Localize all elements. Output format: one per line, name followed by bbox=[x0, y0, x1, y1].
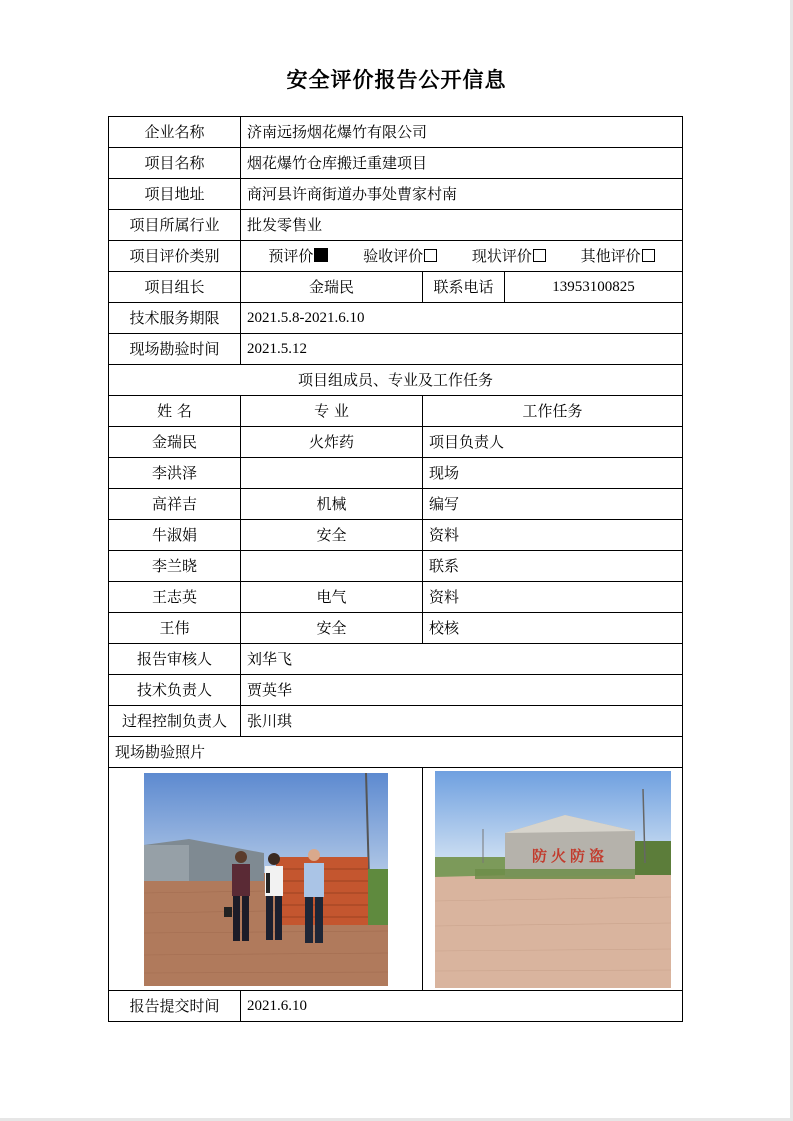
member-name: 王伟 bbox=[109, 613, 241, 644]
members-section-title: 项目组成员、专业及工作任务 bbox=[109, 365, 683, 396]
member-major: 火炸药 bbox=[241, 427, 423, 458]
unchecked-box-icon[interactable] bbox=[424, 249, 437, 262]
submit-label: 报告提交时间 bbox=[109, 991, 241, 1022]
eval-option-label: 现状评价 bbox=[471, 247, 532, 265]
member-task: 编写 bbox=[423, 489, 683, 520]
unchecked-box-icon[interactable] bbox=[642, 249, 655, 262]
member-row bbox=[109, 458, 683, 489]
member-major bbox=[241, 551, 423, 582]
member-major: 电气 bbox=[241, 582, 423, 613]
report-table bbox=[108, 116, 683, 1022]
site-photo-people bbox=[144, 773, 388, 986]
leader-value: 金瑞民 bbox=[241, 272, 423, 303]
member-row bbox=[109, 520, 683, 551]
phone-value: 13953100825 bbox=[505, 272, 683, 303]
unchecked-box-icon[interactable] bbox=[533, 249, 546, 262]
company-label: 企业名称 bbox=[109, 117, 241, 148]
member-task: 现场 bbox=[423, 458, 683, 489]
member-name: 金瑞民 bbox=[109, 427, 241, 458]
member-name: 高祥吉 bbox=[109, 489, 241, 520]
reviewer-value: 刘华飞 bbox=[241, 644, 683, 675]
members-header-name: 姓 名 bbox=[109, 396, 241, 427]
eval-type-label: 项目评价类别 bbox=[109, 241, 241, 272]
process-control-label: 过程控制负责人 bbox=[109, 706, 241, 737]
company-value: 济南远扬烟花爆竹有限公司 bbox=[241, 117, 683, 148]
eval-option-acceptance[interactable] bbox=[363, 247, 437, 265]
eval-type-options bbox=[241, 241, 683, 272]
member-name: 牛淑娟 bbox=[109, 520, 241, 551]
service-period-value: 2021.5.8-2021.6.10 bbox=[241, 303, 683, 334]
leader-label: 项目组长 bbox=[109, 272, 241, 303]
member-task: 资料 bbox=[423, 582, 683, 613]
page-title: 安全评价报告公开信息 bbox=[286, 68, 507, 92]
eval-option-other[interactable] bbox=[581, 247, 655, 265]
photo-cell-right bbox=[423, 768, 683, 991]
eval-option-label: 其他评价 bbox=[580, 247, 641, 265]
submit-value: 2021.6.10 bbox=[241, 991, 683, 1022]
member-name: 李洪泽 bbox=[109, 458, 241, 489]
member-major: 安全 bbox=[241, 520, 423, 551]
project-address-value: 商河县许商街道办事处曹家村南 bbox=[241, 179, 683, 210]
wall-slogan: 防火防盗 bbox=[531, 846, 608, 865]
project-name-value: 烟花爆竹仓库搬迁重建项目 bbox=[241, 148, 683, 179]
members-header-major: 专 业 bbox=[241, 396, 423, 427]
eval-option-label: 预评价 bbox=[268, 247, 314, 265]
tech-lead-label: 技术负责人 bbox=[109, 675, 241, 706]
reviewer-label: 报告审核人 bbox=[109, 644, 241, 675]
member-row bbox=[109, 427, 683, 458]
survey-time-label: 现场勘验时间 bbox=[109, 334, 241, 365]
eval-option-pre[interactable] bbox=[268, 247, 328, 265]
service-period-label: 技术服务期限 bbox=[109, 303, 241, 334]
member-name: 王志英 bbox=[109, 582, 241, 613]
member-row bbox=[109, 489, 683, 520]
survey-time-value: 2021.5.12 bbox=[241, 334, 683, 365]
members-header-task: 工作任务 bbox=[423, 396, 683, 427]
industry-value: 批发零售业 bbox=[241, 210, 683, 241]
site-photo-warehouse bbox=[435, 771, 671, 988]
industry-label: 项目所属行业 bbox=[109, 210, 241, 241]
member-task: 校核 bbox=[423, 613, 683, 644]
member-row bbox=[109, 582, 683, 613]
phone-label: 联系电话 bbox=[423, 272, 505, 303]
eval-option-label: 验收评价 bbox=[363, 247, 424, 265]
member-name: 李兰晓 bbox=[109, 551, 241, 582]
photos-label: 现场勘验照片 bbox=[109, 737, 683, 768]
project-name-label: 项目名称 bbox=[109, 148, 241, 179]
member-row bbox=[109, 551, 683, 582]
tech-lead-value: 贾英华 bbox=[241, 675, 683, 706]
member-major: 安全 bbox=[241, 613, 423, 644]
member-task: 资料 bbox=[423, 520, 683, 551]
member-task: 项目负责人 bbox=[423, 427, 683, 458]
photo-cell-left bbox=[109, 768, 423, 991]
member-task: 联系 bbox=[423, 551, 683, 582]
project-address-label: 项目地址 bbox=[109, 179, 241, 210]
checked-box-icon[interactable] bbox=[314, 248, 328, 262]
member-major: 机械 bbox=[241, 489, 423, 520]
member-row bbox=[109, 613, 683, 644]
eval-option-status[interactable] bbox=[472, 247, 546, 265]
member-major bbox=[241, 458, 423, 489]
process-control-value: 张川琪 bbox=[241, 706, 683, 737]
